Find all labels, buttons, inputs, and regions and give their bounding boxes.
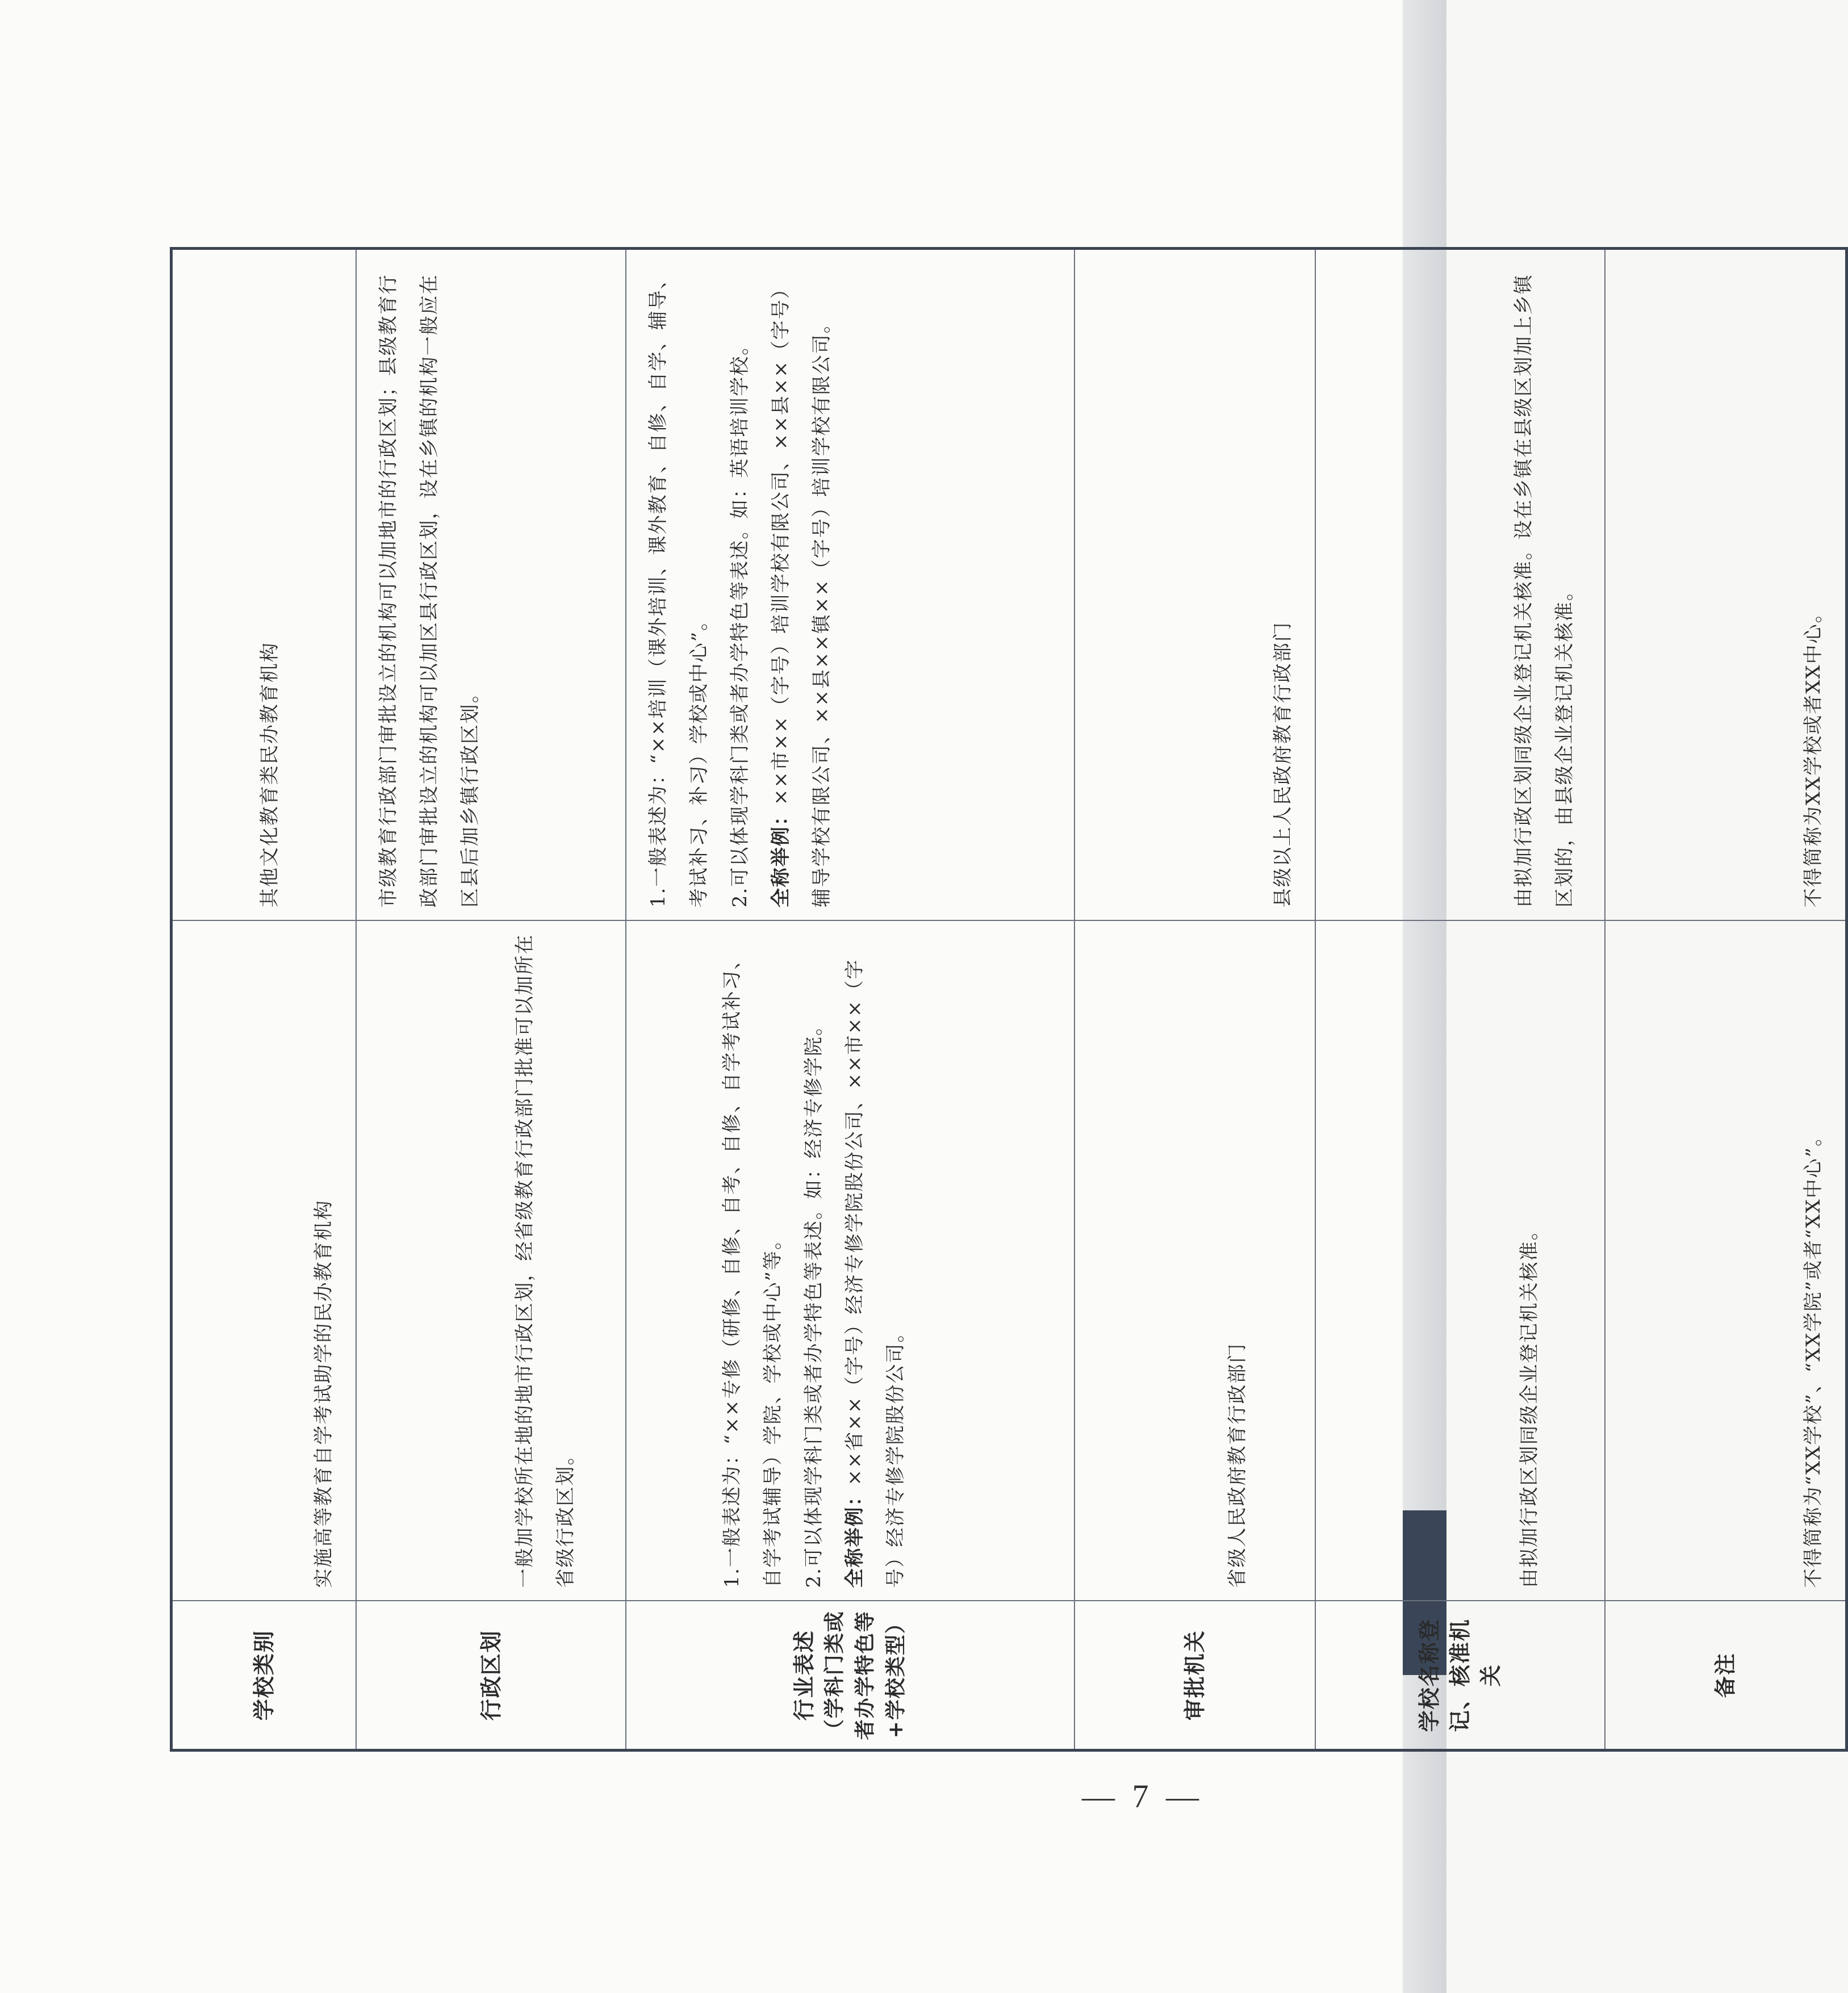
- cell-category-1: 实施高等教育自学考试助学的民办教育机构: [172, 920, 357, 1601]
- cell-approval-2: 县级以上人民政府教育行政部门: [1074, 249, 1315, 921]
- rotated-table-wrapper: [170, 247, 1825, 1752]
- header-remarks: 备注: [1605, 1601, 1847, 1750]
- school-naming-table: [170, 247, 1848, 1752]
- industry-2-item-1: 1.一般表述为：“××培训（课外培训、课外教育、自修、自学、辅导、考试补习、补习）学校或中心”。: [647, 269, 710, 908]
- table-row-registration: [1315, 249, 1605, 1751]
- example-text: ××省××（字号）经济专修学院股份公司、××市××（字号）经济专修学院股份公司。: [843, 958, 907, 1588]
- table-row-remarks: [1605, 249, 1847, 1751]
- cell-registration-1: 由拟加行政区划同级企业登记机关核准。: [1315, 920, 1605, 1601]
- cell-industry-2: [626, 249, 1074, 921]
- table-row-category: [172, 249, 357, 1751]
- industry-2-example: [760, 262, 842, 907]
- example-label: 全称举例：: [843, 1485, 866, 1588]
- example-text: ××市××（字号）培训学校有限公司、××县××（字号）辅导学校有限公司、××县××镇××（字号）培训学校有限公司。: [770, 278, 833, 908]
- example-label: 全称举例：: [770, 805, 792, 908]
- industry-1-item-2: 2.可以体现学科门类或者办学特色等表述。如：经济专修学院。: [802, 1015, 825, 1588]
- cell-approval-1: 省级人民政府教育行政部门: [1074, 920, 1315, 1601]
- header-registration: 学校名称登记、核准机关: [1315, 1601, 1605, 1750]
- table-row-approval: [1074, 249, 1315, 1751]
- cell-registration-2: 由拟加行政区划同级企业登记机关核准。设在乡镇在县级区划加上乡镇区划的，由县级企业登记机关核准。: [1315, 249, 1605, 921]
- header-industry: [626, 1601, 1074, 1750]
- cell-category-2: 其他文化教育类民办教育机构: [172, 249, 357, 921]
- header-approval: 审批机关: [1074, 1601, 1315, 1750]
- header-industry-subtitle: （学科门类或者办学特色等+学校类型）: [823, 1610, 908, 1740]
- industry-2-item-2: 2.可以体现学科门类或者办学特色等表述。如：英语培训学校。: [729, 334, 751, 908]
- industry-1-example: [834, 933, 916, 1588]
- cell-remarks-2: 不得简称为XX学校或者XX中心。: [1605, 249, 1847, 921]
- table-row-region: [356, 249, 626, 1751]
- page-number: — 7 —: [1082, 1778, 1203, 1815]
- cell-industry-1: [626, 920, 1074, 1601]
- cell-remarks-1: 不得简称为“XX学校”、“XX学院”或者“XX中心”。: [1605, 920, 1847, 1601]
- industry-1-item-1: 1.一般表述为：“××专修（研修、自修、自考、自修、自学考试补习、自学考试辅导）学院、学校或中心”等。: [721, 949, 784, 1588]
- header-industry-title: 行业表述: [792, 1630, 817, 1721]
- cell-region-2: 市级教育行政部门审批设立的机构可以加地市的行政区划；县级教育行政部门审批设立的机构可以加区县行政区划，设在乡镇的机构一般应在区县后加乡镇行政区划。: [356, 249, 626, 921]
- header-region: 行政区划: [356, 1601, 626, 1750]
- table-row-industry: [626, 249, 1074, 1751]
- header-category: 学校类别: [172, 1601, 357, 1750]
- cell-region-1: 一般加学校所在地的地市行政区划，经省级教育行政部门批准可以加所在省级行政区划。: [356, 920, 626, 1601]
